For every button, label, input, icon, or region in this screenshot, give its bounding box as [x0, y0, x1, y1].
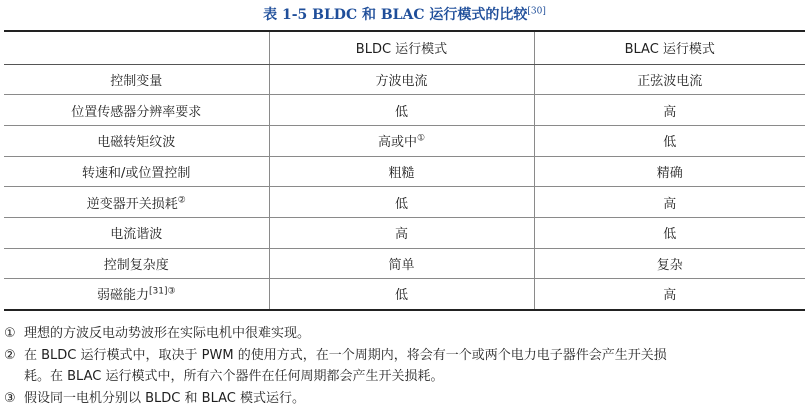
- row-label-text: 控制变量: [110, 73, 163, 89]
- blac-cell: 精确: [534, 156, 805, 187]
- header-bldc: BLDC 运行模式: [269, 31, 534, 64]
- row-label-text: 电流谐波: [110, 227, 163, 243]
- footnote-marker: ③: [4, 390, 16, 406]
- footnote-text: 在 BLDC 运行模式中，取决于 PWM 的使用方式，在一个周期内，将会有一个或两个电力电子器件会产生开关损: [24, 347, 667, 363]
- bldc-value: 方波电流: [375, 73, 428, 89]
- blac-cell: 复杂: [534, 248, 805, 279]
- footnote-text: 耗。在 BLAC 运行模式中，所有六个器件在任何周期都会产生开关损耗。: [24, 369, 444, 384]
- bldc-value: 低: [394, 288, 408, 304]
- table-row: [4, 125, 805, 156]
- comparison-table: [4, 30, 805, 311]
- table-row: [4, 156, 805, 187]
- footnotes: [4, 323, 804, 409]
- table-row: [4, 95, 805, 126]
- row-label: [4, 187, 269, 218]
- table-title-reference: [30]: [527, 6, 546, 17]
- bldc-cell: [269, 95, 534, 126]
- row-label: [4, 279, 269, 310]
- bldc-footnote: ①: [416, 133, 426, 144]
- footnote-2-continuation: [4, 366, 804, 388]
- row-label: [4, 156, 269, 187]
- blac-cell: 高: [534, 95, 805, 126]
- bldc-value: 高: [394, 227, 408, 243]
- row-label: [4, 248, 269, 279]
- footnote-text: 假设同一电机分别以 BLDC 和 BLAC 模式运行。: [24, 390, 305, 406]
- blac-cell: 高: [534, 279, 805, 310]
- footnote-2: [4, 345, 804, 367]
- table-row: [4, 187, 805, 218]
- bldc-cell: [269, 125, 534, 156]
- table-row: [4, 217, 805, 248]
- table-row: [4, 248, 805, 279]
- bldc-cell: [269, 248, 534, 279]
- blac-cell: 低: [534, 125, 805, 156]
- bldc-cell: [269, 156, 534, 187]
- bldc-cell: [269, 64, 534, 95]
- row-label: [4, 125, 269, 156]
- blac-cell: 高: [534, 187, 805, 218]
- row-label-text: 位置传感器分辨率要求: [71, 104, 202, 120]
- blac-cell: 正弦波电流: [534, 64, 805, 95]
- bldc-value: 低: [394, 104, 408, 120]
- footnote-marker: ①: [4, 326, 16, 341]
- footnote-1: [4, 323, 804, 345]
- bldc-value: 粗糙: [388, 165, 415, 181]
- table-title: [0, 4, 809, 24]
- blac-cell: 低: [534, 217, 805, 248]
- bldc-cell: [269, 217, 534, 248]
- row-label-text: 弱磁能力: [96, 288, 149, 304]
- bldc-cell: [269, 187, 534, 218]
- table-title-text: 表 1-5 BLDC 和 BLAC 运行模式的比较: [263, 7, 528, 23]
- header-empty: [4, 31, 269, 64]
- row-label-text: 转速和/或位置控制: [82, 165, 191, 181]
- table-row: [4, 64, 805, 95]
- row-label-text: 电磁转矩纹波: [97, 135, 176, 151]
- row-label-text: 控制复杂度: [103, 257, 169, 273]
- row-label: [4, 217, 269, 248]
- row-label-text: 逆变器开关损耗: [86, 196, 178, 212]
- bldc-value: 低: [394, 196, 408, 212]
- footnote-3: [4, 388, 804, 410]
- row-label-footnote: ②: [177, 195, 186, 206]
- footnote-marker: ②: [4, 347, 16, 363]
- row-label: [4, 95, 269, 126]
- table-row: [4, 279, 805, 310]
- header-blac: BLAC 运行模式: [534, 31, 805, 64]
- bldc-value: 简单: [388, 257, 415, 273]
- footnote-text: 理想的方波反电动势波形在实际电机中很难实现。: [24, 326, 311, 341]
- row-label: [4, 64, 269, 95]
- bldc-value: 高或中: [377, 135, 417, 151]
- row-label-footnote: [31]③: [148, 287, 176, 298]
- table-header-row: [4, 31, 805, 64]
- bldc-cell: [269, 279, 534, 310]
